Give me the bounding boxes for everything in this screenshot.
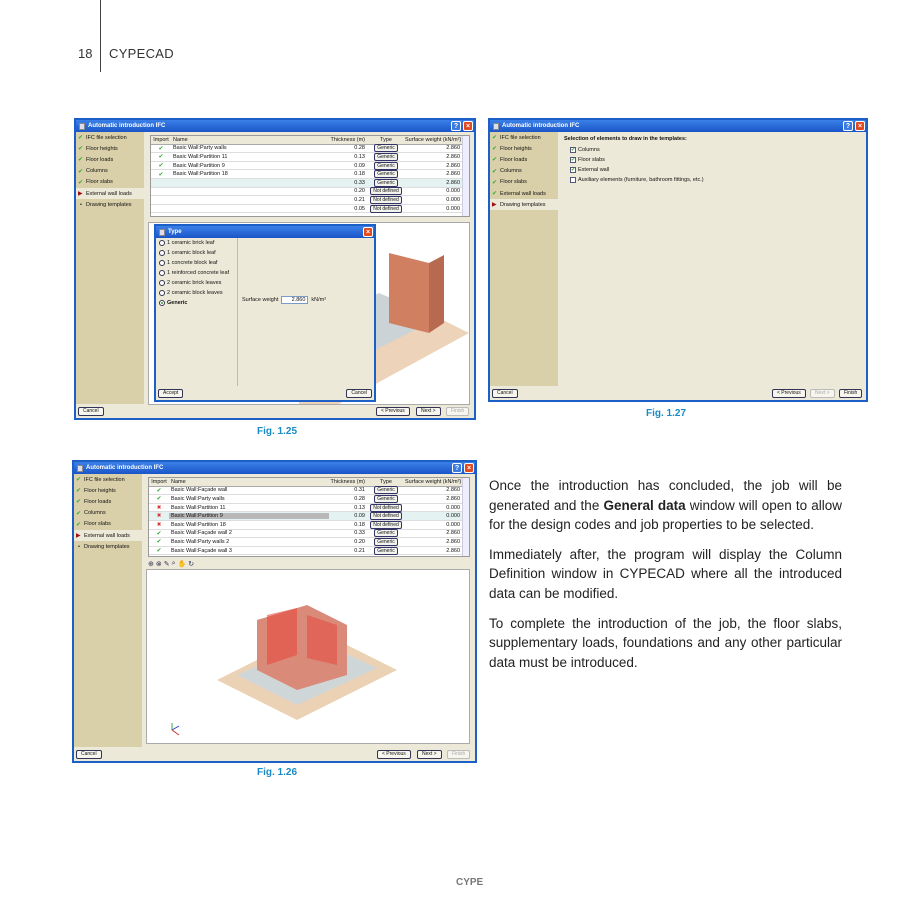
option-label: 2 ceramic brick leaves (167, 280, 222, 286)
next-button[interactable]: Next > (417, 750, 442, 759)
step-external-wall-loads[interactable] (74, 530, 142, 541)
option-label: Generic (167, 300, 188, 306)
type-cell (367, 487, 405, 493)
checkbox-label: Floor slabs (578, 157, 605, 163)
type-cell (367, 180, 405, 186)
table-row[interactable] (151, 188, 469, 197)
step-label: Drawing templates (84, 543, 130, 550)
step-label: Floor slabs (500, 179, 527, 186)
window-title: Automatic introduction IFC (502, 123, 580, 129)
check-icon: ✔ (76, 488, 82, 495)
close-button[interactable]: × (463, 121, 473, 131)
type-cell (367, 539, 405, 545)
checkbox-label: External wall (578, 167, 610, 173)
type-cell (367, 530, 405, 536)
step-label: Floor slabs (84, 521, 111, 528)
table-row[interactable] (151, 170, 469, 179)
paragraph-2: Immediately after, the program will display the Column Definition window in CYPECAD where all the introduced data can be modified. (489, 546, 842, 601)
import-cell[interactable] (149, 530, 169, 537)
surface-weight: 0.000 (446, 205, 460, 212)
table-row[interactable] (149, 530, 469, 539)
table-header (151, 136, 469, 145)
wall-name: Basic Wall:Partition 11 (171, 504, 226, 511)
checkbox-label: Columns (578, 147, 600, 153)
thickness: 0.20 (354, 188, 365, 195)
step-drawing-templates[interactable] (490, 199, 558, 210)
finish-button[interactable]: Finish (446, 407, 469, 416)
table-row[interactable] (149, 538, 469, 547)
import-cell[interactable] (149, 547, 169, 554)
step-floor-heights[interactable] (76, 143, 144, 154)
accept-button[interactable]: Accept (158, 389, 183, 398)
surface-weight: 0.000 (446, 188, 460, 195)
type-cell (367, 188, 405, 194)
import-check-icon[interactable]: ✔ (156, 530, 162, 537)
column-header[interactable]: Import (153, 136, 169, 143)
cancel-button[interactable]: Cancel (78, 407, 104, 416)
surface-weight-label: Surface weight (242, 297, 279, 303)
surface-weight: 2.860 (446, 171, 460, 178)
type-option[interactable] (156, 288, 237, 298)
check-icon: ✔ (78, 168, 84, 175)
thickness: 0.05 (354, 205, 365, 212)
radio-button[interactable] (159, 240, 165, 246)
type-cell (367, 206, 405, 212)
step-floor-heights[interactable] (490, 143, 558, 154)
step-label: Drawing templates (500, 201, 546, 208)
step-external-wall-loads[interactable] (76, 188, 144, 199)
step-label: Columns (500, 168, 522, 175)
surface-weight: 0.000 (446, 521, 460, 528)
check-icon: ✔ (492, 146, 498, 153)
caption-fig125: Fig. 1.25 (257, 426, 298, 437)
cancel-button[interactable]: Cancel (492, 389, 518, 398)
table-row[interactable] (151, 205, 469, 214)
wall-name: Basic Wall:Partition 11 (173, 153, 228, 160)
dialog-cancel-button[interactable]: Cancel (346, 389, 372, 398)
steps-sidebar (490, 132, 558, 386)
walls-table (150, 135, 470, 217)
zoom-window-icon[interactable]: ⊕ (148, 561, 154, 568)
table-row[interactable] (151, 162, 469, 171)
import-cell[interactable] (151, 153, 171, 160)
step-floor-loads[interactable] (490, 154, 558, 165)
element-checkbox-row[interactable] (564, 145, 704, 155)
step-drawing-templates[interactable] (76, 199, 144, 210)
title-bar (74, 462, 475, 474)
surface-weight: 2.860 (446, 153, 460, 160)
type-option[interactable] (156, 268, 237, 278)
import-cell[interactable] (151, 171, 171, 178)
element-checkbox-row[interactable] (564, 175, 704, 185)
window-icon (77, 465, 83, 472)
thickness: 0.09 (354, 162, 365, 169)
help-button[interactable]: ? (452, 463, 462, 473)
type-button[interactable]: Not defined (370, 521, 402, 529)
type-button[interactable]: Not defined (370, 512, 402, 520)
surface-weight: 2.860 (446, 530, 460, 537)
step-label: Floor slabs (86, 179, 113, 186)
import-cell[interactable] (149, 495, 169, 502)
step-floor-loads[interactable] (74, 496, 142, 507)
type-button[interactable]: Generic (374, 538, 398, 546)
cancel-button[interactable]: Cancel (76, 750, 102, 759)
running-title: CYPECAD (109, 46, 174, 61)
header-divider (100, 0, 101, 72)
step-label: Floor loads (84, 498, 112, 505)
thickness: 0.13 (354, 153, 365, 160)
step-drawing-templates[interactable] (74, 541, 142, 552)
step-floor-slabs[interactable] (490, 177, 558, 188)
window-title: Automatic introduction IFC (86, 465, 164, 471)
table-row[interactable] (151, 196, 469, 205)
type-button[interactable]: Not defined (370, 205, 402, 213)
current-step-arrow-icon: ▶ (76, 533, 81, 540)
thickness: 0.20 (354, 538, 365, 545)
radio-button[interactable] (159, 300, 165, 306)
import-check-icon[interactable]: ✔ (158, 154, 164, 161)
check-icon: ✔ (492, 168, 498, 175)
wall-name: Basic Wall:Party walls (173, 145, 227, 152)
step-floor-slabs[interactable] (76, 177, 144, 188)
step-label: Drawing templates (86, 201, 132, 208)
wall-name: Basic Wall:Partition 18 (173, 171, 228, 178)
surface-weight: 2.860 (446, 547, 460, 554)
wall-name: Basic Wall:Partition 9 (169, 513, 329, 519)
table-row[interactable] (149, 487, 469, 496)
surface-weight: 0.000 (446, 504, 460, 511)
step-label: Floor heights (86, 145, 118, 152)
steps-sidebar (76, 132, 144, 404)
window-icon (79, 123, 85, 130)
type-button[interactable]: Not defined (370, 187, 402, 195)
column-header[interactable]: Thickness (m) (330, 136, 365, 143)
check-icon: ✔ (76, 510, 82, 517)
previous-button[interactable]: < Previous (772, 389, 806, 398)
surface-weight-input[interactable]: 2.860 (281, 296, 308, 304)
surface-weight: 2.860 (446, 162, 460, 169)
type-dialog (154, 224, 376, 402)
surface-weight: 2.860 (446, 179, 460, 186)
type-cell (367, 145, 405, 151)
column-header[interactable]: Surface weight (kN/m²) (405, 478, 462, 485)
import-check-icon[interactable]: ✔ (156, 548, 162, 555)
table-row[interactable] (151, 145, 469, 154)
import-check-icon[interactable]: ✔ (156, 539, 162, 546)
wall-name: Basic Wall:Façade wall 2 (171, 530, 232, 537)
pending-dot-icon: • (80, 201, 82, 208)
step-label: Columns (86, 168, 108, 175)
next-button[interactable]: Next > (416, 407, 441, 416)
check-icon: ✔ (76, 499, 82, 506)
zoom-icon[interactable]: ⌕ (171, 560, 176, 567)
type-cell (367, 171, 405, 177)
table-row[interactable] (149, 512, 469, 521)
close-button[interactable]: × (855, 121, 865, 131)
check-icon: ✔ (78, 135, 84, 142)
type-cell (367, 163, 405, 169)
surface-weight: 0.000 (446, 196, 460, 203)
type-button[interactable]: Generic (374, 162, 398, 170)
type-button[interactable]: Generic (374, 495, 398, 503)
type-button[interactable]: Not defined (370, 196, 402, 204)
check-icon: ✔ (78, 179, 84, 186)
surface-weight: 0.000 (446, 513, 460, 520)
check-icon: ✔ (78, 146, 84, 153)
step-ifc-file-selection[interactable] (490, 132, 558, 143)
checkbox[interactable] (570, 177, 576, 183)
table-row[interactable] (149, 495, 469, 504)
type-button[interactable]: Generic (374, 144, 398, 152)
import-cell[interactable] (151, 145, 171, 152)
option-label: 2 ceramic block leaves (167, 290, 223, 296)
step-label: Floor heights (500, 145, 532, 152)
wall-name: Basic Wall:Façade wall (171, 487, 228, 494)
pending-dot-icon: • (78, 543, 80, 550)
window-icon (493, 123, 499, 130)
table-row[interactable] (149, 521, 469, 530)
checkbox[interactable]: ✔ (571, 147, 576, 153)
finish-button[interactable]: Finish (447, 750, 470, 759)
previous-button[interactable]: < Previous (376, 407, 410, 416)
thickness: 0.21 (354, 547, 365, 554)
title-bar (490, 120, 866, 132)
step-label: Floor loads (86, 156, 114, 163)
table-header (149, 478, 469, 487)
close-button[interactable]: × (464, 463, 474, 473)
surface-weight: 2.860 (446, 495, 460, 502)
help-button[interactable]: ? (451, 121, 461, 131)
dialog-title: Type (168, 229, 182, 235)
radio-button[interactable] (159, 270, 165, 276)
import-cell[interactable] (149, 513, 169, 519)
step-columns[interactable] (76, 166, 144, 177)
type-cell (367, 513, 405, 519)
thickness: 0.28 (354, 145, 365, 152)
walls-table (148, 477, 470, 557)
check-icon: ✔ (492, 191, 498, 198)
body-text (489, 476, 842, 682)
thickness: 0.18 (354, 521, 365, 528)
radio-button[interactable] (159, 250, 165, 256)
import-cell[interactable] (151, 162, 171, 169)
step-columns[interactable] (74, 508, 142, 519)
type-button[interactable]: Generic (374, 486, 398, 494)
element-checklist (564, 145, 704, 185)
type-option[interactable] (156, 278, 237, 288)
import-check-icon[interactable]: ✔ (156, 487, 162, 494)
table-row[interactable] (149, 547, 469, 556)
step-columns[interactable] (490, 166, 558, 177)
option-label: 1 reinforced concrete leaf (167, 270, 230, 276)
pan-hand-icon[interactable]: ✋ (177, 561, 187, 568)
column-header[interactable]: Type (380, 136, 392, 143)
option-label: 1 concrete block leaf (167, 260, 218, 266)
pencil-icon[interactable]: ✎ (163, 561, 170, 568)
check-icon: ✔ (76, 521, 82, 528)
import-excluded-icon[interactable]: ✖ (156, 513, 162, 520)
wall-name: Basic Wall:Party walls 2 (171, 538, 230, 545)
step-label: External wall loads (500, 190, 546, 197)
surface-weight: 2.860 (446, 487, 460, 494)
selection-heading: Selection of elements to draw in the templates: (564, 136, 687, 142)
check-icon: ✔ (76, 477, 82, 484)
column-header[interactable]: Type (380, 478, 392, 485)
step-label: Columns (84, 510, 106, 517)
step-ifc-file-selection[interactable] (74, 474, 142, 485)
zoom-all-icon[interactable]: ⊗ (155, 561, 162, 568)
column-header[interactable]: Thickness (m) (330, 478, 365, 485)
dialog-icon (159, 229, 165, 236)
title-bar (76, 120, 474, 132)
surface-weight-unit: kN/m² (311, 297, 327, 303)
table-scrollbar[interactable] (462, 478, 469, 556)
import-excluded-icon[interactable]: ✖ (156, 521, 162, 528)
3d-viewport[interactable] (146, 569, 470, 744)
paragraph-1-text-end: window will open to allow for the design codes and job properties to be selected. (489, 497, 842, 533)
type-option[interactable] (156, 248, 237, 258)
type-button[interactable]: Generic (374, 529, 398, 537)
import-check-icon[interactable]: ✔ (156, 496, 162, 503)
step-floor-loads[interactable] (76, 154, 144, 165)
type-cell (367, 522, 405, 528)
check-icon: ✔ (78, 157, 84, 164)
import-excluded-icon[interactable]: ✖ (156, 504, 162, 511)
dialog-title-bar (156, 226, 374, 238)
thickness: 0.28 (354, 495, 365, 502)
next-button[interactable]: Next > (810, 389, 835, 398)
surface-weight: 2.860 (446, 538, 460, 545)
window-title: Automatic introduction IFC (88, 123, 166, 129)
wizard-window-fig125 (74, 118, 476, 420)
surface-weight: 2.860 (446, 145, 460, 152)
import-cell[interactable] (149, 538, 169, 545)
import-cell[interactable] (149, 505, 169, 511)
dialog-close-button[interactable]: × (363, 227, 373, 237)
rotate-icon[interactable]: ↻ (188, 561, 195, 568)
view-toolbar (148, 560, 194, 568)
step-label: Floor heights (84, 487, 116, 494)
radio-button[interactable] (159, 260, 165, 266)
step-label: External wall loads (84, 532, 130, 539)
previous-button[interactable]: < Previous (377, 750, 411, 759)
import-check-icon[interactable]: ✔ (158, 171, 164, 178)
caption-fig127: Fig. 1.27 (646, 408, 687, 419)
checkbox[interactable]: ✔ (571, 167, 576, 173)
general-data-term: General data (603, 497, 686, 513)
type-button[interactable]: Not defined (370, 504, 402, 512)
element-checkbox-row[interactable] (564, 155, 704, 165)
type-cell (367, 197, 405, 203)
type-button[interactable]: Generic (374, 153, 398, 161)
column-header[interactable]: Name (173, 136, 188, 143)
thickness: 0.33 (354, 530, 365, 537)
thickness: 0.13 (354, 504, 365, 511)
option-label: 1 ceramic brick leaf (167, 240, 215, 246)
step-label: External wall loads (86, 190, 132, 197)
thickness: 0.18 (354, 171, 365, 178)
import-check-icon[interactable]: ✔ (158, 163, 164, 170)
page-number: 18 (78, 46, 93, 61)
building-model (147, 570, 469, 743)
option-label: 1 ceramic block leaf (167, 250, 216, 256)
wizard-window-fig127 (488, 118, 868, 402)
thickness: 0.21 (354, 196, 365, 203)
paragraph-3: To complete the introduction of the job, the floor slabs, supplementary loads, foundations and any other particular data must be introduced. (489, 615, 842, 670)
type-cell (367, 505, 405, 511)
check-icon: ✔ (492, 179, 498, 186)
type-button[interactable]: Generic (374, 547, 398, 555)
current-step-arrow-icon: ▶ (492, 202, 497, 209)
paragraph-1-text: Once the introduction has concluded, the job will be generated and the (489, 478, 842, 513)
type-option[interactable] (156, 258, 237, 268)
import-cell[interactable] (149, 522, 169, 528)
step-external-wall-loads[interactable] (490, 188, 558, 199)
type-button[interactable]: Generic (374, 170, 398, 178)
wizard-window-fig126 (72, 460, 477, 763)
wall-name: Basic Wall:Partition 9 (173, 162, 225, 169)
type-button[interactable]: Generic (374, 179, 398, 187)
wall-name: Basic Wall:Façade wall 3 (171, 547, 232, 554)
import-check-icon[interactable]: ✔ (158, 145, 164, 152)
paragraph-1 (489, 476, 842, 535)
type-options (156, 238, 238, 386)
steps-sidebar (74, 474, 142, 747)
table-row[interactable] (151, 179, 469, 188)
check-icon: ✔ (492, 157, 498, 164)
wall-name: Basic Wall:Party walls (171, 495, 225, 502)
check-icon: ✔ (492, 135, 498, 142)
type-option[interactable] (156, 238, 237, 248)
step-floor-heights[interactable] (74, 485, 142, 496)
column-header[interactable]: Surface weight (kN/m²) (405, 136, 462, 143)
thickness: 0.31 (354, 487, 365, 494)
radio-button[interactable] (159, 280, 165, 286)
current-step-arrow-icon: ▶ (78, 191, 83, 198)
step-label: Floor loads (500, 156, 528, 163)
type-cell (367, 548, 405, 554)
checkbox-label: Auxiliary elements (furniture, bathroom fittings, etc.) (578, 177, 704, 183)
column-header[interactable]: Name (171, 478, 186, 485)
checkbox[interactable]: ✔ (571, 157, 576, 163)
column-header[interactable]: Import (151, 478, 167, 485)
type-option[interactable] (156, 298, 237, 308)
wall-name: Basic Wall:Partition 18 (171, 521, 226, 528)
footer-brand: CYPE (456, 877, 484, 888)
import-cell[interactable] (149, 487, 169, 494)
table-row[interactable] (149, 504, 469, 513)
step-label: IFC file selection (500, 134, 541, 141)
table-scrollbar[interactable] (462, 136, 469, 216)
finish-button[interactable]: Finish (839, 389, 862, 398)
type-cell (367, 496, 405, 502)
radio-button[interactable] (159, 290, 165, 296)
help-button[interactable]: ? (843, 121, 853, 131)
element-checkbox-row[interactable] (564, 165, 704, 175)
table-row[interactable] (151, 153, 469, 162)
step-floor-slabs[interactable] (74, 519, 142, 530)
step-label: IFC file selection (86, 134, 127, 141)
thickness: 0.09 (354, 513, 365, 520)
thickness: 0.33 (354, 179, 365, 186)
caption-fig126: Fig. 1.26 (257, 767, 298, 778)
type-cell (367, 154, 405, 160)
step-ifc-file-selection[interactable] (76, 132, 144, 143)
step-label: IFC file selection (84, 476, 125, 483)
